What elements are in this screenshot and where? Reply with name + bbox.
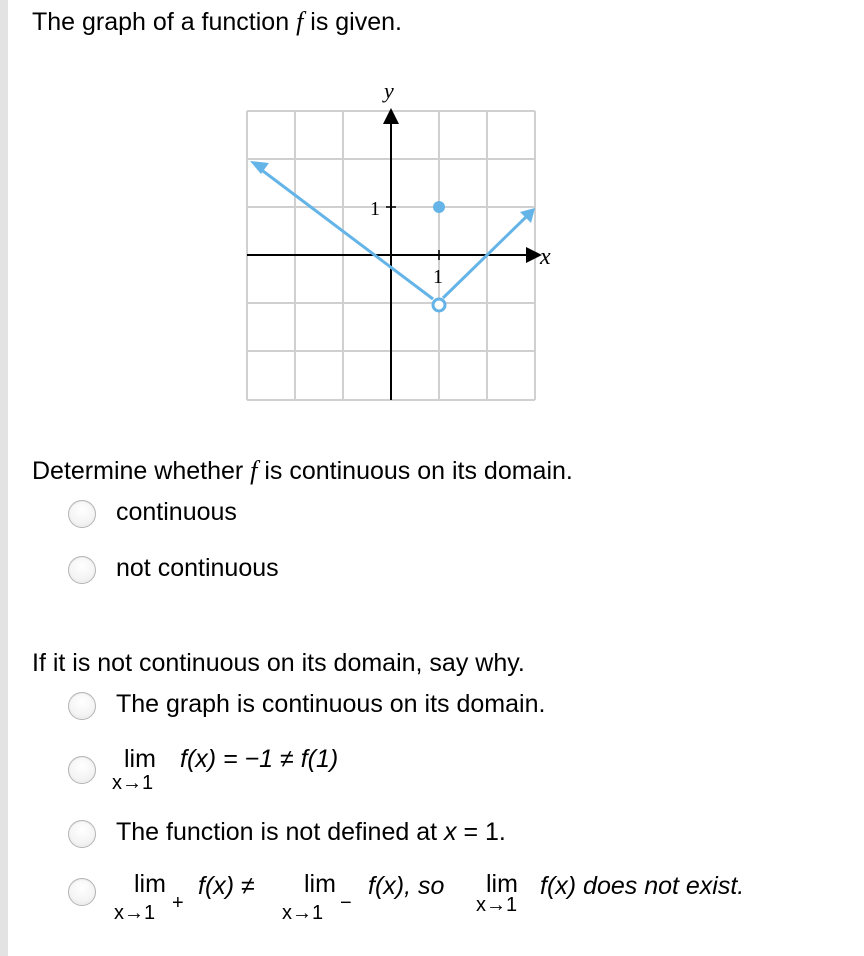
left-border [0, 0, 8, 956]
lim-left-subscript: x→1 [282, 902, 324, 924]
x-tick-label: 1 [433, 266, 443, 288]
function-graph [236, 78, 576, 408]
radio-continuous[interactable] [68, 500, 96, 528]
left-branch [263, 171, 433, 299]
lim-both-subscript: x→1 [476, 894, 518, 916]
label-graph-continuous: The graph is continuous on its domain. [116, 690, 546, 718]
lim-symbol: lim [124, 745, 156, 773]
x-axis-label: x [540, 244, 551, 270]
y-tick-label: 1 [370, 198, 380, 220]
right-branch [443, 217, 526, 298]
label-not-continuous: not continuous [116, 554, 279, 582]
q1-function-f: f [250, 456, 258, 485]
option-limit-neq[interactable] [68, 745, 568, 800]
open-point [433, 299, 445, 311]
fx-dne: f(x) does not exist. [540, 872, 745, 900]
label-continuous: continuous [116, 498, 237, 526]
intro-text-after: is given. [310, 8, 402, 36]
variable-x: x [444, 818, 457, 846]
radio-limit-dne[interactable] [68, 878, 96, 906]
lim-right: lim [134, 870, 166, 898]
fx-left: f(x), so [368, 872, 445, 900]
q1-text-after: is continuous on its domain. [264, 457, 573, 485]
y-axis-label: y [384, 78, 394, 103]
fx-right: f(x) ≠ [198, 872, 255, 900]
radio-not-defined[interactable] [68, 820, 96, 848]
option-limit-dne[interactable] [68, 872, 828, 932]
intro-text [32, 6, 402, 37]
lim-right-sup: + [172, 892, 184, 914]
radio-not-continuous[interactable] [68, 556, 96, 584]
label-not-defined [116, 814, 506, 852]
limit-expression: f(x) = −1 ≠ f(1) [180, 745, 339, 773]
lim-left-sup: − [340, 892, 352, 914]
lim-subscript: x→1 [112, 772, 154, 794]
not-defined-value: = 1. [463, 818, 506, 846]
lim-right-subscript: x→1 [114, 902, 156, 924]
lim-left: lim [304, 870, 336, 898]
question1-prompt [32, 455, 573, 486]
radio-graph-continuous[interactable] [68, 692, 96, 720]
question2-prompt: If it is not continuous on its domain, say why. [32, 649, 525, 677]
filled-point [433, 201, 445, 213]
option-not-defined[interactable] [68, 814, 668, 854]
lim-both: lim [486, 870, 518, 898]
function-f: f [296, 7, 304, 36]
q1-text-before: Determine whether [32, 457, 244, 485]
intro-text-before: The graph of a function [32, 8, 290, 36]
not-defined-text: The function is not defined at [116, 818, 438, 846]
radio-limit-neq[interactable] [68, 756, 96, 784]
